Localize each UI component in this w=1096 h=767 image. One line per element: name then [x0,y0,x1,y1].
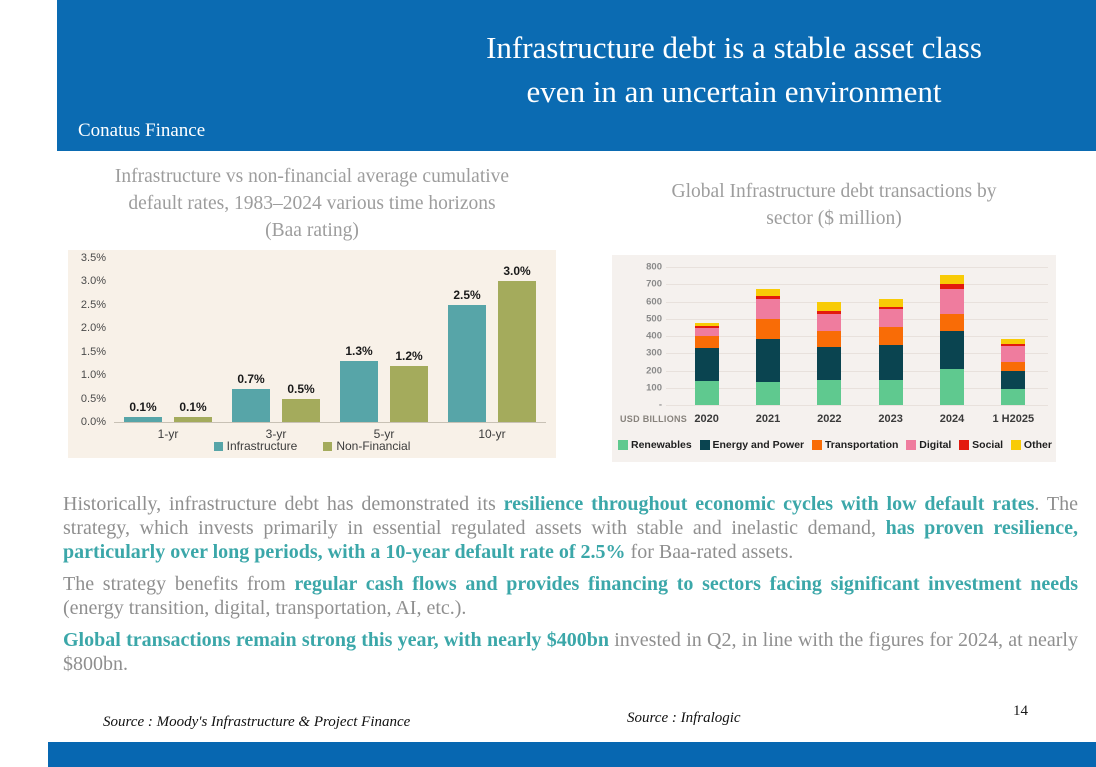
y-tick-label: - [658,399,662,411]
legend-label: Other [1023,439,1052,451]
bar-slot [983,267,1044,405]
bar-infrastructure-1-yr [124,400,162,422]
page-number: 14 [1013,703,1028,719]
stacked-bar-2020 [695,323,719,405]
bar-infrastructure-3-yr [232,372,270,422]
y-tick-label: 0.0% [80,416,106,428]
bar-value-label: 3.0% [503,264,531,279]
y-tick-label: 800 [646,261,662,273]
bar-value-label: 2.5% [453,287,481,302]
y-tick-label: 600 [646,296,662,307]
segment-energy-and-power [756,339,780,381]
legend-label: Social [972,439,1004,451]
bar-value-label: 0.1% [129,400,157,415]
legend-swatch [812,440,822,450]
right-chart-legend [618,439,1052,451]
footer-bar [48,742,1096,767]
gridline [666,405,1048,406]
body-paragraph-1: Historically, infrastructure debt has demonstrated its resilience throughout economic cycles with low default rates. The strategy, which invests primarily in essential regulated assets with stable and inelastic demand, has proven resilience, particularly over long periods, with a 10-year default rate of 2.5% for Baa-rated assets. [63,493,1078,563]
stacked-bar-2022 [817,302,841,405]
x-tick-label: 2021 [755,413,781,425]
bar-non-financial-5-yr [390,348,428,422]
bar-non-financial-10-yr [498,264,536,422]
bar-group [222,258,330,422]
legend-swatch [959,440,969,450]
usd-billions-label: USD BILLIONS [620,414,688,424]
default-rates-chart [68,250,556,458]
legend-item [700,439,805,451]
legend-label: Renewables [631,439,692,451]
bar-value-label: 1.2% [395,348,423,363]
legend-swatch [618,440,628,450]
right-chart-title: Global Infrastructure debt transactions by sector ($ million) [671,181,997,229]
segment-energy-and-power [695,348,719,381]
legend-label: Energy and Power [712,439,805,451]
x-tick-label: 2020 [694,413,719,425]
x-tick-label: 3-yr [265,427,287,441]
x-tick-label: 10-yr [478,427,506,441]
segment-other [879,299,903,307]
segment-transportation [817,331,841,347]
segment-renewables [817,380,841,405]
segment-energy-and-power [817,347,841,380]
legend-swatch [700,440,710,450]
bar-value-label: 0.1% [179,400,207,415]
x-tick-label: 1 H2025 [992,413,1035,425]
x-tick-label: 2022 [817,413,842,425]
legend-item [1011,439,1052,451]
left-chart-y-axis [68,252,108,428]
x-tick-label: 2024 [939,413,965,425]
bar-slot [921,267,982,405]
bar-group [330,258,438,422]
brand-label: Conatus Finance [78,120,206,141]
segment-digital [756,299,780,319]
source-moodys: Source : Moody's Infrastructure & Project Finance [103,714,411,730]
segment-energy-and-power [940,331,964,369]
segment-renewables [879,380,903,405]
segment-transportation [940,314,964,330]
segment-digital [879,309,903,327]
slide-title: Infrastructure debt is a stable asset class even in an uncertain environment [486,30,982,109]
legend-item [959,439,1003,451]
legend-swatch [214,442,223,451]
segment-energy-and-power [879,345,903,380]
source-infralogic: Source : Infralogic [627,710,741,726]
bar-value-label: 0.5% [287,381,315,396]
segment-renewables [695,381,719,405]
x-tick-label: 5-yr [373,427,395,441]
y-tick-label: 3.5% [80,252,106,264]
bar-value-label: 1.3% [345,344,373,359]
body-text [63,492,1078,684]
y-tick-label: 2.0% [80,322,106,335]
legend-label: Digital [919,439,952,451]
y-tick-label: 200 [646,365,662,376]
segment-transportation [695,336,719,348]
right-chart-plot [676,267,1044,405]
segment-renewables [1001,389,1025,405]
slide-header [57,0,1096,151]
bar-infrastructure-10-yr [448,287,486,422]
legend-swatch [906,440,916,450]
y-tick-label: 700 [646,278,662,290]
y-tick-label: 100 [646,382,662,394]
legend-swatch [323,442,332,451]
bar-group [114,258,222,422]
legend-label: Non-Financial [336,439,411,453]
segment-digital [1001,346,1025,362]
segment-transportation [756,319,780,340]
legend-item [214,439,298,453]
y-tick-label: 1.5% [80,345,106,358]
legend-swatch [1011,440,1021,450]
stacked-bar-2021 [756,289,780,405]
stacked-bar-2023 [879,299,903,405]
right-chart-x-axis [612,413,1056,428]
body-paragraph-2: The strategy benefits from regular cash flows and provides financing to sectors facing significant investment needs (energy transition, digital, transportation, AI, etc.). [63,573,1078,619]
legend-item [323,439,410,453]
bar-value-label: 0.7% [237,372,265,387]
y-tick-label: 500 [646,313,662,325]
y-tick-label: 0.5% [80,392,106,405]
bar-slot [737,267,798,405]
y-tick-label: 300 [646,347,662,359]
bar-slot [799,267,860,405]
segment-digital [817,314,841,331]
segment-transportation [1001,362,1025,371]
y-tick-label: 3.0% [80,275,106,288]
segment-other [940,275,964,284]
legend-label: Transportation [824,439,899,451]
left-chart-legend [68,439,556,453]
legend-item [618,439,692,451]
bar-group [438,258,546,422]
segment-digital [940,289,964,315]
legend-label: Infrastructure [226,439,298,453]
y-tick-label: 2.5% [80,298,106,311]
left-chart-title: Infrastructure vs non-financial average cumulative default rates, 1983–2024 various time horizons (Baa rating) [114,166,510,241]
bar-slot [676,267,737,405]
bar-non-financial-1-yr [174,400,212,422]
bar-non-financial-3-yr [282,381,320,422]
segment-other [817,302,841,311]
bar-infrastructure-5-yr [340,344,378,422]
x-tick-label: 2023 [878,413,903,425]
bar-slot [860,267,921,405]
segment-transportation [879,327,903,344]
segment-renewables [940,369,964,405]
x-tick-label: 1-yr [157,427,179,441]
body-paragraph-3: Global transactions remain strong this year, with nearly $400bn invested in Q2, in line with the figures for 2024, at nearly $800bn. [63,629,1078,675]
y-tick-label: 400 [646,330,662,342]
left-chart-plot [114,258,546,423]
right-chart-y-axis [628,261,662,411]
transactions-chart [612,255,1056,462]
segment-energy-and-power [1001,371,1025,390]
legend-item [906,439,951,451]
stacked-bar-1H2025 [1001,339,1025,405]
segment-other [756,289,780,297]
y-tick-label: 1.0% [80,369,106,382]
segment-digital [695,328,719,336]
stacked-bar-2024 [940,275,964,405]
segment-renewables [756,382,780,405]
legend-item [812,439,899,451]
